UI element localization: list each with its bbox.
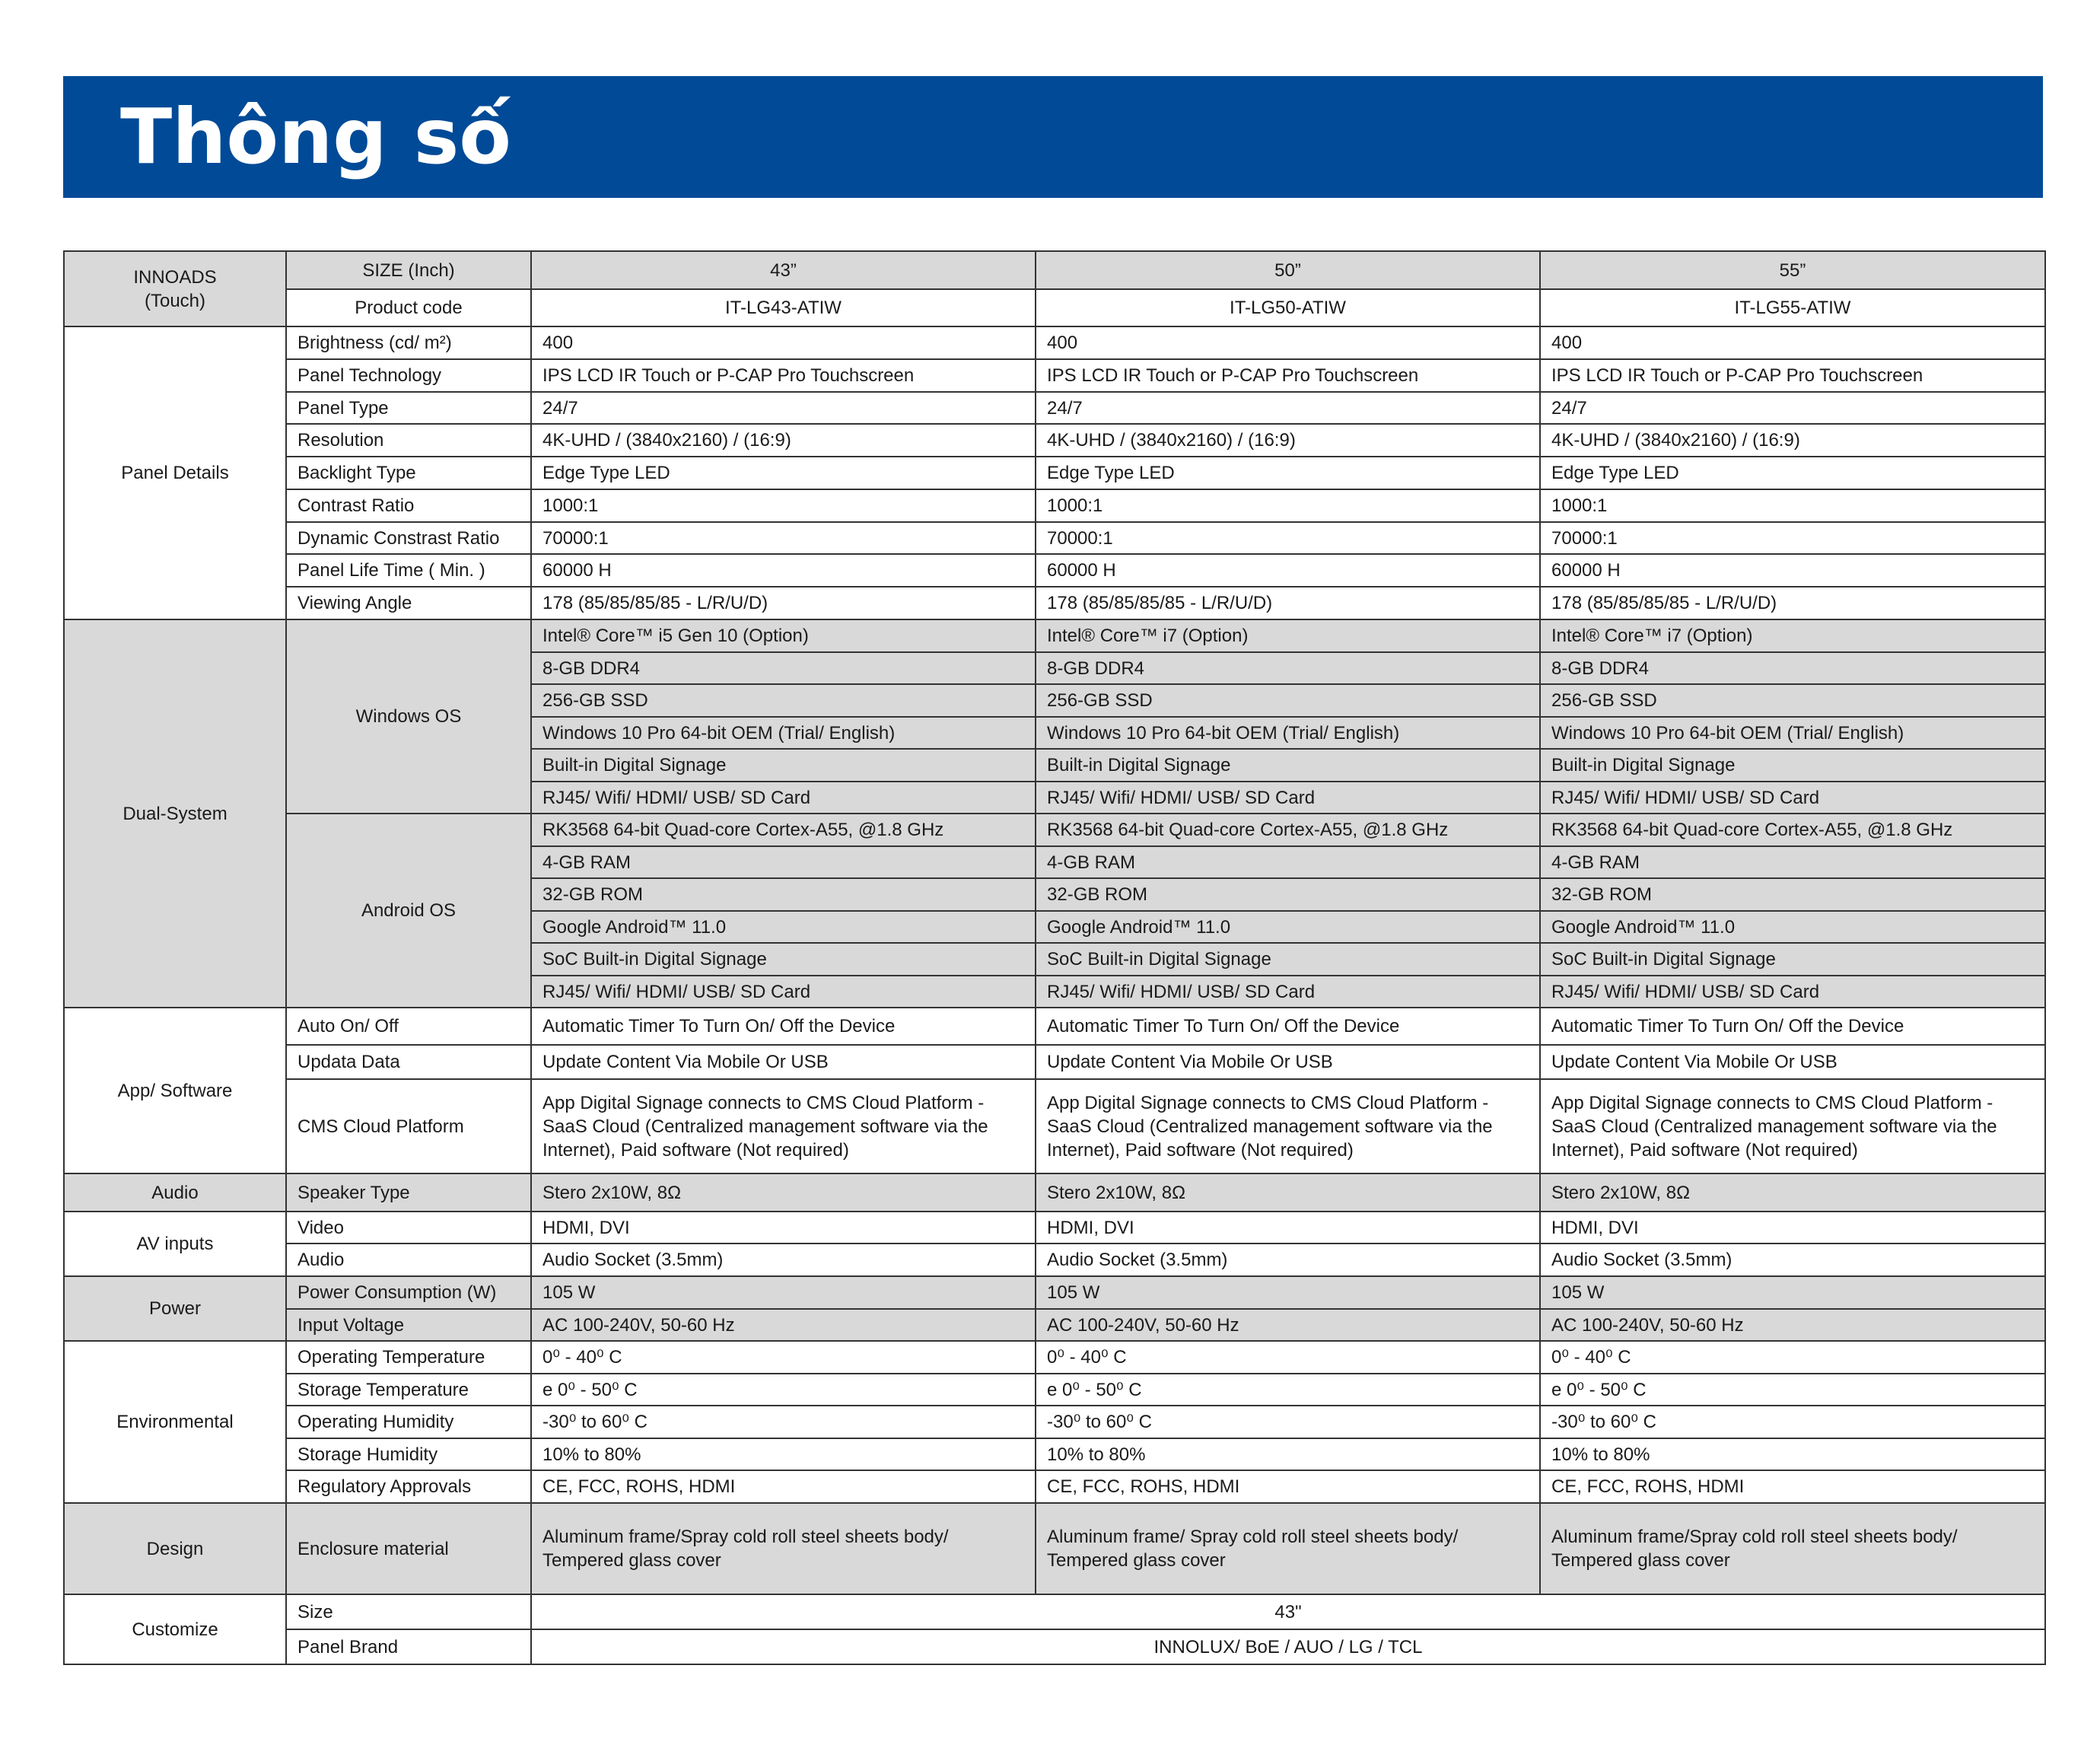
- value-cell: e 0⁰ - 50⁰ C: [531, 1374, 1036, 1406]
- table-row: [64, 1008, 2045, 1045]
- value-cell: Google Android™ 11.0: [1540, 911, 2045, 943]
- row-label: Panel Life Time ( Min. ): [286, 554, 531, 587]
- value-cell: Windows 10 Pro 64-bit OEM (Trial/ English): [531, 717, 1036, 749]
- value-cell: Stero 2x10W, 8Ω: [1036, 1173, 1540, 1212]
- header-row-product-code: [64, 289, 2045, 326]
- value-cell: 4-GB RAM: [1036, 846, 1540, 878]
- value-cell: IPS LCD IR Touch or P-CAP Pro Touchscreen: [1540, 359, 2045, 392]
- value-cell: 24/7: [1036, 392, 1540, 424]
- row-label: Viewing Angle: [286, 587, 531, 619]
- value-cell: Intel® Core™ i7 (Option): [1540, 619, 2045, 652]
- value-cell: RJ45/ Wifi/ HDMI/ USB/ SD Card: [1540, 976, 2045, 1008]
- table-row: [64, 587, 2045, 619]
- value-cell: Audio Socket (3.5mm): [1540, 1243, 2045, 1276]
- value-cell: IPS LCD IR Touch or P-CAP Pro Touchscreen: [1036, 359, 1540, 392]
- value-cell: App Digital Signage connects to CMS Cloud Platform - SaaS Cloud (Centralized management software via the Internet), Paid software (Not required): [531, 1079, 1036, 1173]
- category-panel-details: Panel Details: [64, 326, 286, 619]
- row-label: Panel Brand: [286, 1629, 531, 1664]
- value-cell: 10% to 80%: [1540, 1438, 2045, 1470]
- table-row: [64, 1079, 2045, 1173]
- table-row: [64, 1212, 2045, 1243]
- value-cell: Aluminum frame/ Spray cold roll steel sheets body/ Tempered glass cover: [1036, 1503, 1540, 1594]
- row-label: Storage Temperature: [286, 1374, 531, 1406]
- value-cell: Automatic Timer To Turn On/ Off the Device: [1036, 1008, 1540, 1045]
- value-cell: HDMI, DVI: [531, 1212, 1036, 1243]
- value-cell: 60000 H: [1540, 554, 2045, 587]
- value-cell: Automatic Timer To Turn On/ Off the Device: [531, 1008, 1036, 1045]
- value-cell: 256-GB SSD: [1540, 684, 2045, 717]
- value-cell: Stero 2x10W, 8Ω: [1540, 1173, 2045, 1212]
- value-cell: 4K-UHD / (3840x2160) / (16:9): [531, 424, 1036, 457]
- table-row: [64, 1594, 2045, 1629]
- table-row: [64, 1341, 2045, 1374]
- value-cell: 70000:1: [1036, 522, 1540, 554]
- value-cell: 178 (85/85/85/85 - L/R/U/D): [1036, 587, 1540, 619]
- value-cell: -30⁰ to 60⁰ C: [1540, 1406, 2045, 1438]
- value-cell: App Digital Signage connects to CMS Cloud Platform - SaaS Cloud (Centralized management software via the Internet), Paid software (Not required): [1540, 1079, 2045, 1173]
- value-cell: 105 W: [1540, 1276, 2045, 1309]
- row-label: Brightness (cd/ m²): [286, 326, 531, 359]
- table-row: [64, 359, 2045, 392]
- value-cell: Audio Socket (3.5mm): [531, 1243, 1036, 1276]
- value-cell: 4K-UHD / (3840x2160) / (16:9): [1036, 424, 1540, 457]
- table-row: [64, 1045, 2045, 1079]
- category-dual-system: Dual-System: [64, 619, 286, 1008]
- table-row: [64, 1243, 2045, 1276]
- value-cell: 32-GB ROM: [1540, 878, 2045, 911]
- row-label: Panel Technology: [286, 359, 531, 392]
- value-cell: 4-GB RAM: [1540, 846, 2045, 878]
- row-label: Regulatory Approvals: [286, 1470, 531, 1503]
- value-cell: RJ45/ Wifi/ HDMI/ USB/ SD Card: [1540, 782, 2045, 814]
- value-cell: 400: [1540, 326, 2045, 359]
- value-cell: 400: [531, 326, 1036, 359]
- product-code-43: IT-LG43-ATIW: [531, 289, 1036, 326]
- value-cell: RK3568 64-bit Quad-core Cortex-A55, @1.8 GHz: [1540, 814, 2045, 846]
- value-cell: 105 W: [531, 1276, 1036, 1309]
- value-cell: CE, FCC, ROHS, HDMI: [531, 1470, 1036, 1503]
- spec-table: [63, 250, 2046, 1665]
- row-label: Backlight Type: [286, 457, 531, 489]
- value-cell: Google Android™ 11.0: [531, 911, 1036, 943]
- row-label: Size: [286, 1594, 531, 1629]
- row-label: Video: [286, 1212, 531, 1243]
- table-row: [64, 522, 2045, 554]
- value-cell: Update Content Via Mobile Or USB: [531, 1045, 1036, 1079]
- row-label: Panel Type: [286, 392, 531, 424]
- row-label: Updata Data: [286, 1045, 531, 1079]
- value-cell: Aluminum frame/Spray cold roll steel sheets body/ Tempered glass cover: [1540, 1503, 2045, 1594]
- value-cell: Edge Type LED: [531, 457, 1036, 489]
- value-cell: 60000 H: [531, 554, 1036, 587]
- category-audio: Audio: [64, 1173, 286, 1212]
- product-code-label: Product code: [286, 289, 531, 326]
- value-cell: INNOLUX/ BoE / AUO / LG / TCL: [531, 1629, 2045, 1664]
- size-55: 55”: [1540, 251, 2045, 289]
- value-cell: Windows 10 Pro 64-bit OEM (Trial/ English): [1540, 717, 2045, 749]
- table-row: [64, 554, 2045, 587]
- value-cell: SoC Built-in Digital Signage: [1036, 943, 1540, 976]
- value-cell: -30⁰ to 60⁰ C: [531, 1406, 1036, 1438]
- value-cell: RJ45/ Wifi/ HDMI/ USB/ SD Card: [1036, 976, 1540, 1008]
- table-row: [64, 1470, 2045, 1503]
- value-cell: 0⁰ - 40⁰ C: [1036, 1341, 1540, 1374]
- row-label: Operating Temperature: [286, 1341, 531, 1374]
- value-cell: 178 (85/85/85/85 - L/R/U/D): [1540, 587, 2045, 619]
- value-cell: e 0⁰ - 50⁰ C: [1036, 1374, 1540, 1406]
- table-row: [64, 1503, 2045, 1594]
- row-label: Auto On/ Off: [286, 1008, 531, 1045]
- value-cell: Aluminum frame/Spray cold roll steel sheets body/ Tempered glass cover: [531, 1503, 1036, 1594]
- value-cell: Google Android™ 11.0: [1036, 911, 1540, 943]
- row-label: Audio: [286, 1243, 531, 1276]
- value-cell: RJ45/ Wifi/ HDMI/ USB/ SD Card: [531, 782, 1036, 814]
- category-customize: Customize: [64, 1594, 286, 1664]
- value-cell: RJ45/ Wifi/ HDMI/ USB/ SD Card: [1036, 782, 1540, 814]
- value-cell: e 0⁰ - 50⁰ C: [1540, 1374, 2045, 1406]
- row-label: CMS Cloud Platform: [286, 1079, 531, 1173]
- subgroup-android-os: Android OS: [286, 814, 531, 1008]
- value-cell: 32-GB ROM: [1036, 878, 1540, 911]
- value-cell: CE, FCC, ROHS, HDMI: [1540, 1470, 2045, 1503]
- value-cell: App Digital Signage connects to CMS Cloud Platform - SaaS Cloud (Centralized management software via the Internet), Paid software (Not required): [1036, 1079, 1540, 1173]
- value-cell: 178 (85/85/85/85 - L/R/U/D): [531, 587, 1036, 619]
- value-cell: 0⁰ - 40⁰ C: [1540, 1341, 2045, 1374]
- table-row: [64, 457, 2045, 489]
- value-cell: AC 100-240V, 50-60 Hz: [1540, 1309, 2045, 1341]
- value-cell: 10% to 80%: [1036, 1438, 1540, 1470]
- row-label: Power Consumption (W): [286, 1276, 531, 1309]
- header-row-size: [64, 251, 2045, 289]
- value-cell: HDMI, DVI: [1540, 1212, 2045, 1243]
- value-cell: AC 100-240V, 50-60 Hz: [1036, 1309, 1540, 1341]
- value-cell: -30⁰ to 60⁰ C: [1036, 1406, 1540, 1438]
- value-cell: Edge Type LED: [1540, 457, 2045, 489]
- value-cell: 24/7: [531, 392, 1036, 424]
- value-cell: 70000:1: [531, 522, 1036, 554]
- row-label: Operating Humidity: [286, 1406, 531, 1438]
- table-row: [64, 1374, 2045, 1406]
- table-row: [64, 1406, 2045, 1438]
- value-cell: SoC Built-in Digital Signage: [531, 943, 1036, 976]
- value-cell: 256-GB SSD: [1036, 684, 1540, 717]
- size-50: 50”: [1036, 251, 1540, 289]
- value-cell: 43": [531, 1594, 2045, 1629]
- row-label: Enclosure material: [286, 1503, 531, 1594]
- value-cell: 8-GB DDR4: [531, 652, 1036, 684]
- value-cell: Update Content Via Mobile Or USB: [1036, 1045, 1540, 1079]
- table-row: [64, 1629, 2045, 1664]
- table-row: [64, 814, 2045, 846]
- value-cell: Audio Socket (3.5mm): [1036, 1243, 1540, 1276]
- table-row: [64, 619, 2045, 652]
- product-code-55: IT-LG55-ATIW: [1540, 289, 2045, 326]
- value-cell: Intel® Core™ i5 Gen 10 (Option): [531, 619, 1036, 652]
- value-cell: RJ45/ Wifi/ HDMI/ USB/ SD Card: [531, 976, 1036, 1008]
- row-label: Resolution: [286, 424, 531, 457]
- value-cell: 10% to 80%: [531, 1438, 1036, 1470]
- row-label: Speaker Type: [286, 1173, 531, 1212]
- corner-cell: INNOADS (Touch): [64, 251, 286, 326]
- value-cell: CE, FCC, ROHS, HDMI: [1036, 1470, 1540, 1503]
- value-cell: HDMI, DVI: [1036, 1212, 1540, 1243]
- value-cell: Windows 10 Pro 64-bit OEM (Trial/ English): [1036, 717, 1540, 749]
- value-cell: Built-in Digital Signage: [531, 749, 1036, 782]
- table-row: [64, 1276, 2045, 1309]
- table-row: [64, 326, 2045, 359]
- value-cell: 8-GB DDR4: [1036, 652, 1540, 684]
- value-cell: Automatic Timer To Turn On/ Off the Device: [1540, 1008, 2045, 1045]
- category-app-software: App/ Software: [64, 1008, 286, 1173]
- value-cell: 4K-UHD / (3840x2160) / (16:9): [1540, 424, 2045, 457]
- page-title: Thông số: [120, 92, 511, 181]
- row-label: Contrast Ratio: [286, 489, 531, 522]
- value-cell: 400: [1036, 326, 1540, 359]
- value-cell: Stero 2x10W, 8Ω: [531, 1173, 1036, 1212]
- value-cell: SoC Built-in Digital Signage: [1540, 943, 2045, 976]
- value-cell: Built-in Digital Signage: [1540, 749, 2045, 782]
- category-power: Power: [64, 1276, 286, 1341]
- table-row: [64, 1173, 2045, 1212]
- title-banner: [63, 76, 2043, 198]
- value-cell: 32-GB ROM: [531, 878, 1036, 911]
- table-row: [64, 1309, 2045, 1341]
- row-label: Input Voltage: [286, 1309, 531, 1341]
- value-cell: Built-in Digital Signage: [1036, 749, 1540, 782]
- value-cell: 70000:1: [1540, 522, 2045, 554]
- value-cell: 105 W: [1036, 1276, 1540, 1309]
- value-cell: RK3568 64-bit Quad-core Cortex-A55, @1.8 GHz: [1036, 814, 1540, 846]
- value-cell: IPS LCD IR Touch or P-CAP Pro Touchscreen: [531, 359, 1036, 392]
- value-cell: AC 100-240V, 50-60 Hz: [531, 1309, 1036, 1341]
- row-label: Dynamic Constrast Ratio: [286, 522, 531, 554]
- value-cell: Intel® Core™ i7 (Option): [1036, 619, 1540, 652]
- value-cell: RK3568 64-bit Quad-core Cortex-A55, @1.8 GHz: [531, 814, 1036, 846]
- size-43: 43”: [531, 251, 1036, 289]
- value-cell: 4-GB RAM: [531, 846, 1036, 878]
- value-cell: 60000 H: [1036, 554, 1540, 587]
- table-row: [64, 424, 2045, 457]
- subgroup-windows-os: Windows OS: [286, 619, 531, 814]
- value-cell: 24/7: [1540, 392, 2045, 424]
- value-cell: Edge Type LED: [1036, 457, 1540, 489]
- value-cell: 0⁰ - 40⁰ C: [531, 1341, 1036, 1374]
- product-code-50: IT-LG50-ATIW: [1036, 289, 1540, 326]
- value-cell: 256-GB SSD: [531, 684, 1036, 717]
- table-row: [64, 392, 2045, 424]
- value-cell: 1000:1: [1036, 489, 1540, 522]
- size-label: SIZE (Inch): [286, 251, 531, 289]
- value-cell: Update Content Via Mobile Or USB: [1540, 1045, 2045, 1079]
- table-row: [64, 1438, 2045, 1470]
- value-cell: 1000:1: [531, 489, 1036, 522]
- category-design: Design: [64, 1503, 286, 1594]
- value-cell: 8-GB DDR4: [1540, 652, 2045, 684]
- category-environmental: Environmental: [64, 1341, 286, 1503]
- category-av-inputs: AV inputs: [64, 1212, 286, 1276]
- row-label: Storage Humidity: [286, 1438, 531, 1470]
- table-row: [64, 489, 2045, 522]
- value-cell: 1000:1: [1540, 489, 2045, 522]
